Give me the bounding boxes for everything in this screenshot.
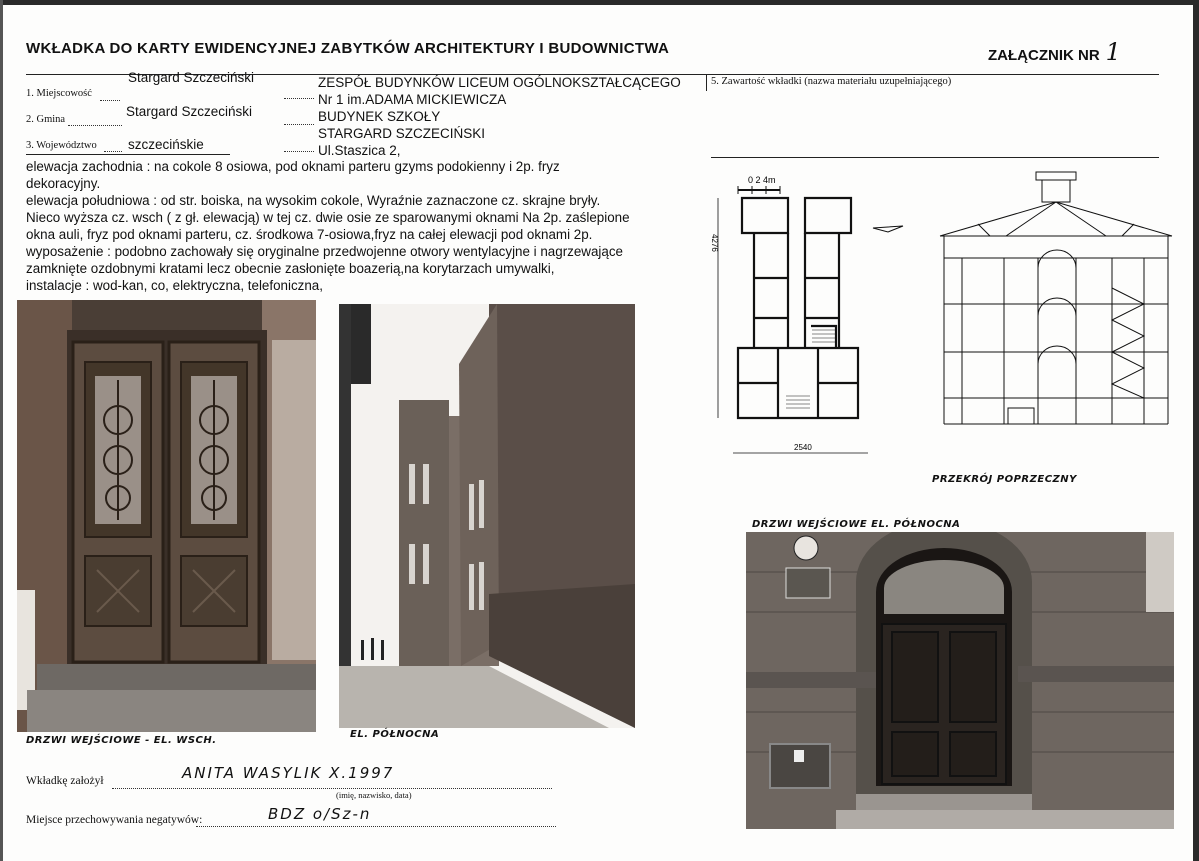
annex-label bbox=[988, 38, 1121, 66]
scale-label: 0 2 4m bbox=[748, 175, 776, 185]
description-line: instalacje : wod-kan, co, elektryczna, telefoniczna, bbox=[26, 278, 323, 293]
object-name-line-3: BUDYNEK SZKOŁY bbox=[318, 109, 441, 124]
description-line: zamknięte ozdobnymi kratami lecz obecnie zasłonięte boazerią,na korytarzach umywalki, bbox=[26, 261, 555, 276]
north-elevation-image bbox=[339, 304, 635, 728]
scan-border-right bbox=[1193, 0, 1199, 861]
name-dots-1 bbox=[284, 98, 314, 99]
commune-value: Stargard Szczeciński bbox=[126, 104, 253, 119]
description-line: elewacja południowa : od str. boiska, na wysokim cokole, Wyraźnie zaznaczone cz. skrajne bryły. bbox=[26, 193, 601, 208]
document-title: WKŁADKA DO KARTY EWIDENCYJNEJ ZABYTKÓW ARCHITEKTURY I BUDOWNICTWA bbox=[26, 40, 670, 57]
object-name-line-1: ZESPÓŁ BUDYNKÓW LICEUM OGÓLNOKSZTAŁCĄCEGO bbox=[318, 75, 681, 90]
voivodeship-value: szczecińskie bbox=[128, 137, 204, 152]
description-text bbox=[26, 158, 686, 294]
voivodeship-underline bbox=[26, 154, 230, 155]
founder-sub-label: (imię, nazwisko, data) bbox=[336, 790, 412, 800]
founder-line bbox=[112, 788, 552, 789]
voivodeship-label: 3. Województwo bbox=[26, 140, 97, 151]
scan-border-top bbox=[0, 0, 1199, 5]
object-name-line-4: STARGARD SZCZECIŃSKI bbox=[318, 126, 486, 141]
founder-value: ANITA WASYLIK X.1997 bbox=[182, 764, 395, 782]
description-line: Nieco wyższa cz. wsch ( z gł. elewacją) w tej cz. dwie osie ze sparowanymi oknami Na 2p. zaślepione bbox=[26, 210, 630, 225]
voivodeship-dots bbox=[104, 151, 122, 152]
photo-entrance-door-north bbox=[746, 532, 1174, 829]
description-line: elewacja zachodnia : na cokole 8 osiowa, pod oknami parteru gzyms podokienny i 2p. fryz bbox=[26, 159, 560, 174]
storage-line bbox=[196, 826, 556, 827]
architectural-drawings bbox=[708, 168, 1178, 468]
insert-content-label: 5. Zawartość wkładki (nazwa materiału uzupełniającego) bbox=[711, 76, 952, 87]
commune-label: 2. Gmina bbox=[26, 114, 66, 125]
object-name-line-2: Nr 1 im.ADAMA MICKIEWICZA bbox=[318, 92, 507, 107]
north-arrow-icon bbox=[873, 226, 903, 232]
name-dots-3 bbox=[284, 151, 314, 152]
door-north-caption: DRZWI WEJŚCIOWE EL. PÓŁNOCNA bbox=[752, 519, 961, 530]
insert-content-rule bbox=[711, 157, 1159, 158]
commune-dots bbox=[68, 125, 122, 126]
cross-section bbox=[940, 172, 1172, 424]
description-line: okna auli, fryz pod oknami parteru, cz. środkowa 7-osiowa,fryz na całej elewacji pod oknami 2p. bbox=[26, 227, 593, 242]
north-elevation-caption: EL. PÓŁNOCNA bbox=[350, 729, 440, 740]
plan-hatching bbox=[786, 330, 835, 408]
annex-text: ZAŁĄCZNIK NR bbox=[988, 47, 1100, 64]
photo-north-elevation bbox=[339, 304, 635, 728]
scan-border-left bbox=[0, 0, 3, 861]
locality-label: 1. Miejscowość bbox=[26, 88, 92, 99]
founder-label: Wkładkę założył bbox=[26, 775, 104, 787]
scale-bar bbox=[738, 186, 780, 194]
section-caption: PRZEKRÓJ POPRZECZNY bbox=[932, 474, 1077, 485]
height-label: 4276 bbox=[710, 234, 719, 252]
floor-plan bbox=[738, 198, 858, 418]
photo-entrance-door-east bbox=[17, 300, 316, 732]
description-line: wyposażenie : podobno zachowały się oryginalne przedwojenne otwory wentylacyjne i nagrzewające bbox=[26, 244, 623, 259]
locality-value: Stargard Szczeciński bbox=[128, 70, 255, 85]
storage-label: Miejsce przechowywania negatywów: bbox=[26, 814, 203, 826]
locality-dots bbox=[100, 100, 120, 101]
name-dots-2 bbox=[284, 124, 314, 125]
description-line: dekoracyjny. bbox=[26, 176, 101, 191]
storage-value: BDZ o/Sz-n bbox=[268, 805, 372, 823]
width-label: 2540 bbox=[794, 443, 812, 452]
door-east-caption: DRZWI WEJŚCIOWE - EL. WSCH. bbox=[26, 735, 217, 746]
door-north-image bbox=[746, 532, 1174, 829]
annex-number: 1 bbox=[1105, 38, 1121, 66]
column-divider bbox=[706, 75, 707, 91]
door-east-image bbox=[17, 300, 316, 732]
object-name-line-5: Ul.Staszica 2, bbox=[318, 143, 401, 158]
